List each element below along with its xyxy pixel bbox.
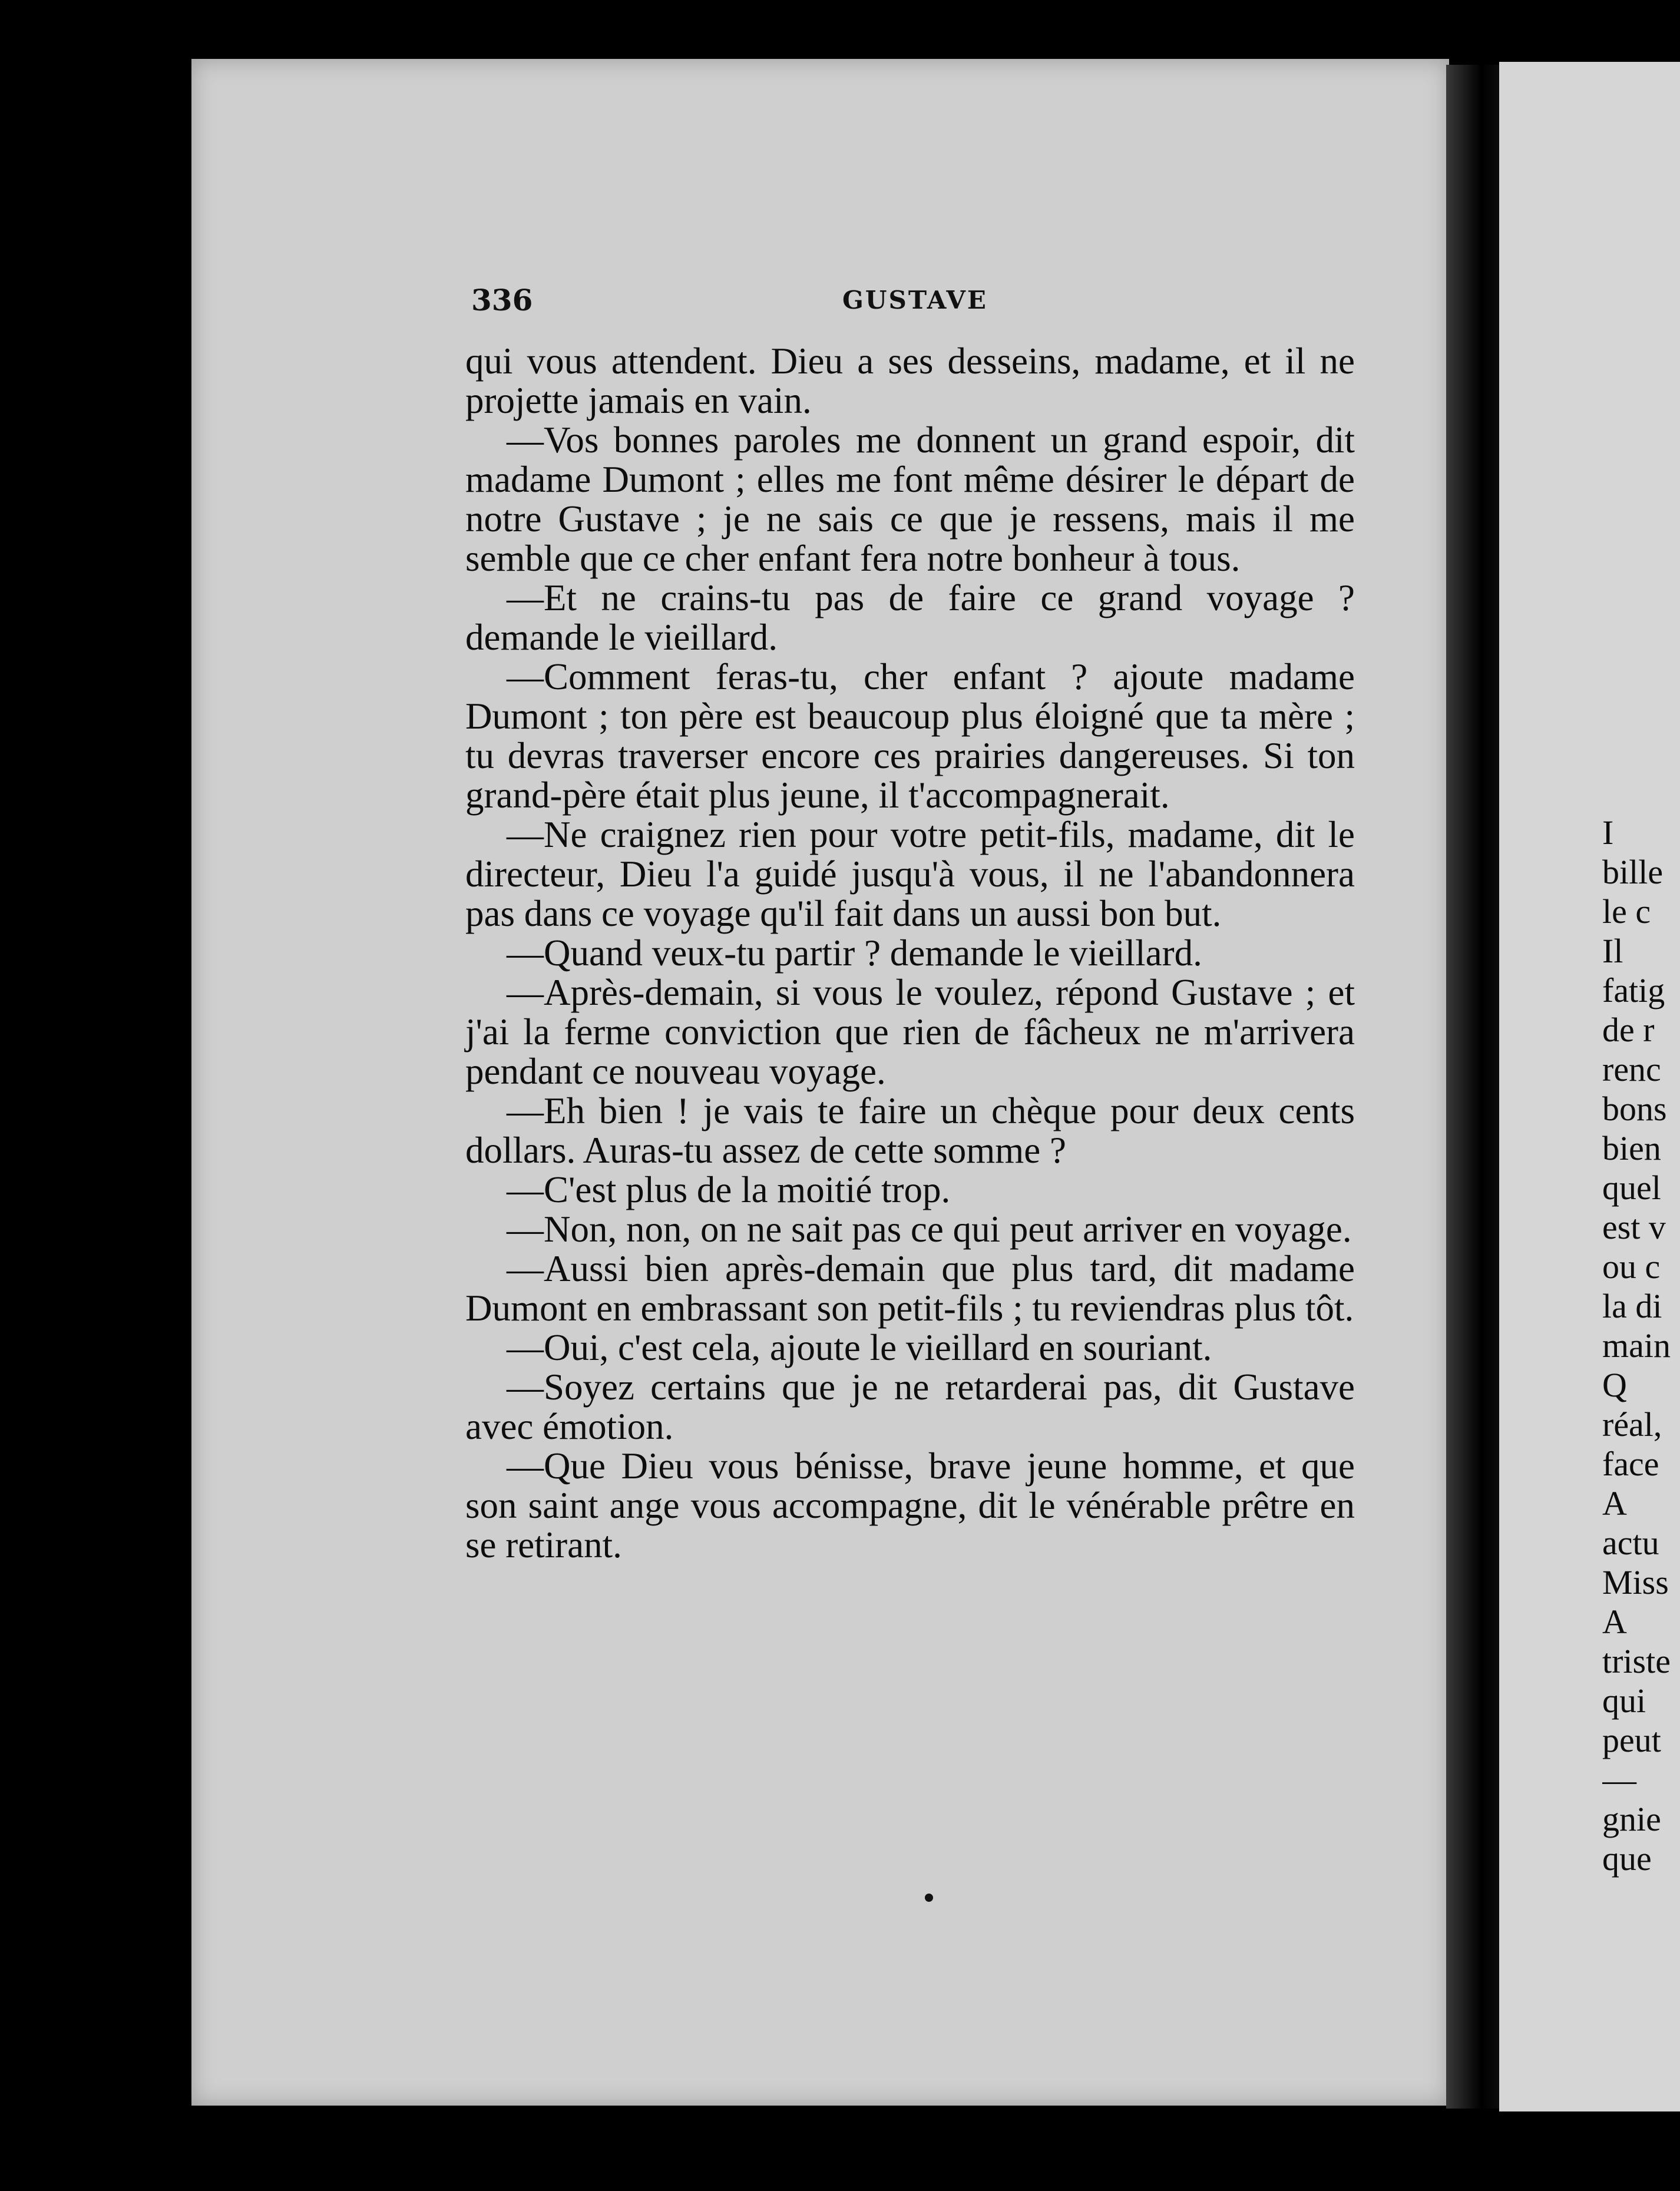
facing-line: face: [1602, 1445, 1659, 1483]
paragraph: —Vos bonnes paroles me donnent un grand espoir, dit madame Dumont ; elles me font même désirer le départ de notre Gustave ; je ne sais ce que je ressens, mais il me semble que ce cher enfant fera notre bonheur à tous.: [465, 419, 1355, 579]
paragraph: —Non, non, on ne sait pas ce qui peut arriver en voyage.: [507, 1209, 1352, 1250]
paragraph: —Soyez certains que je ne retarderai pas, dit Gustave avec émotion.: [465, 1366, 1355, 1447]
paragraph: —Que Dieu vous bénisse, brave jeune homme, et que son saint ange vous accompagne, dit le vénérable prêtre en se retirant.: [465, 1445, 1355, 1566]
facing-line: main: [1602, 1326, 1671, 1365]
facing-line: bille: [1602, 853, 1664, 891]
facing-line: qui: [1602, 1682, 1646, 1720]
facing-line: I: [1602, 813, 1614, 852]
paragraph: —C'est plus de la moitié trop.: [507, 1169, 951, 1210]
facing-line: réal,: [1602, 1405, 1662, 1444]
facing-line: bons: [1602, 1090, 1667, 1128]
paragraph: —Eh bien ! je vais te faire un chèque pour deux cents dollars. Auras-tu assez de cette somme ?: [465, 1090, 1355, 1171]
facing-line: fatig: [1602, 971, 1665, 1010]
facing-line: Il: [1602, 932, 1623, 970]
paragraph: —Après-demain, si vous le voulez, répond Gustave ; et j'ai la ferme conviction que rien de fâcheux ne m'arrivera pendant ce nouveau voyage.: [465, 972, 1355, 1092]
facing-line: de r: [1602, 1011, 1655, 1049]
facing-line: que: [1602, 1839, 1652, 1878]
facing-line: gnie: [1602, 1800, 1661, 1838]
facing-line: triste: [1602, 1642, 1671, 1680]
paragraph: —Quand veux-tu partir ? demande le vieillard.: [507, 932, 1202, 974]
facing-line: actu: [1602, 1524, 1659, 1562]
facing-page-text: [1602, 813, 1680, 1878]
ink-speck: [925, 1894, 933, 1902]
facing-line: la di: [1602, 1287, 1662, 1325]
facing-line: le c: [1602, 892, 1651, 931]
facing-line: Miss: [1602, 1563, 1669, 1601]
running-head: [471, 283, 1325, 330]
paragraph: —Et ne crains-tu pas de faire ce grand voyage ? demande le vieillard.: [465, 577, 1355, 658]
paragraph: —Aussi bien après-demain que plus tard, dit madame Dumont en embrassant son petit-fils ; tu reviendras plus tôt.: [465, 1248, 1355, 1329]
facing-line: —: [1602, 1760, 1636, 1799]
paragraph: qui vous attendent. Dieu a ses desseins, madame, et il ne projette jamais en vain.: [465, 340, 1355, 421]
paragraph: —Comment feras-tu, cher enfant ? ajoute madame Dumont ; ton père est beaucoup plus éloigné que ta mère ; tu devras traverser encore ces prairies dangereuses. Si ton grand-père était plus jeune, il t'accompagnerait.: [465, 656, 1355, 816]
facing-line: Q: [1602, 1366, 1627, 1404]
facing-line: peut: [1602, 1721, 1661, 1759]
paragraph: —Oui, c'est cela, ajoute le vieillard en souriant.: [507, 1327, 1212, 1368]
facing-line: renc: [1602, 1050, 1661, 1088]
facing-line: A: [1602, 1484, 1627, 1523]
facing-line: bien: [1602, 1129, 1661, 1167]
paragraph: —Ne craignez rien pour votre petit-fils, madame, dit le directeur, Dieu l'a guidé jusqu'à vous, il ne l'abandonnera pas dans ce voyage qu'il fait dans un aussi bon but.: [465, 814, 1355, 934]
facing-line: est v: [1602, 1208, 1666, 1246]
facing-line: ou c: [1602, 1247, 1661, 1286]
facing-line: quel: [1602, 1169, 1661, 1207]
page-number: 336: [471, 283, 533, 317]
page-header-title: GUSTAVE: [842, 286, 988, 315]
book-gutter: [1446, 65, 1505, 2109]
facing-line: A: [1602, 1603, 1627, 1641]
body-text: [465, 342, 1355, 1565]
